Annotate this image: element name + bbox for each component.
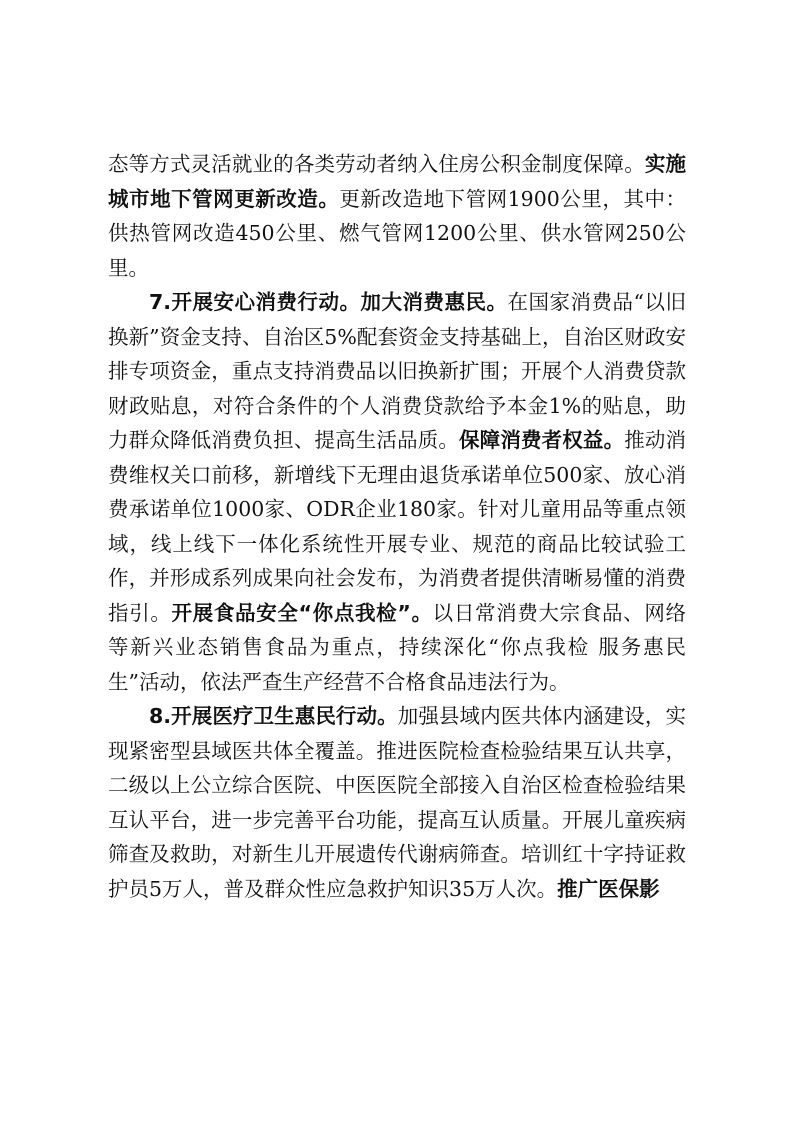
text-run: 推动消费维权关口前移，新增线下无理由退货承诺单位500家、放心消费承诺单位1000家、ODR企业180家。针对儿童用品等重点领域，线上线下一体化系统性开展专业、规范的商品比较试验工作，并形成系列成果向社会发布，为消费者提供清晰易懂的消费指引。 — [108, 428, 687, 625]
bold-heading-run: 保障消费者权益。 — [459, 428, 625, 452]
text-run: 加强县域内医共体内涵建设，实现紧密型县域医共体全覆盖。推进医院检查检验结果互认共享，二级以上公立综合医院、中医医院全部接入自治区检查检验结果互认平台，进一步完善平台功能，提高互认质量。开展儿童疾病筛查及救助，对新生儿开展遗传代谢病筛查。培训红十字持证救护员5万人，普及群众性应急救护知识35万人次。 — [108, 704, 687, 901]
text-run: 态等方式灵活就业的各类劳动者纳入住房公积金制度保障。 — [108, 152, 645, 176]
text-run: 更新改造地下管网1900公里，其中：供热管网改造450公里、燃气管网1200公里、供水管网250公里。 — [108, 186, 687, 280]
paragraph — [108, 147, 686, 285]
bold-heading-run: 8.开展医疗卫生惠民行动。 — [149, 704, 398, 728]
bold-heading-run: 7.开展安心消费行动。加大消费惠民。 — [149, 290, 508, 314]
bold-heading-run: 实施城市地下管网更新改造。 — [108, 152, 687, 211]
text-run: 在国家消费品“以旧换新”资金支持、自治区5%配套资金支持基础上，自治区财政安排专项资金，重点支持消费品以旧换新扩围；开展个人消费贷款财政贴息，对符合条件的个人消费贷款给予本金1%的贴息，助力群众降低消费负担、提高生活品质。 — [108, 290, 686, 452]
paragraph — [108, 285, 686, 699]
bold-heading-run: 开展食品安全“你点我检”。 — [171, 600, 433, 625]
text-run: 以日常消费大宗食品、网络等新兴业态销售食品为重点，持续深化“你点我检 服务惠民生”活动，依法严查生产经营不合格食品违法行为。 — [108, 600, 687, 694]
bold-heading-run: 推广医保影 — [557, 876, 660, 901]
paragraph — [108, 699, 686, 906]
body-text — [108, 147, 686, 906]
